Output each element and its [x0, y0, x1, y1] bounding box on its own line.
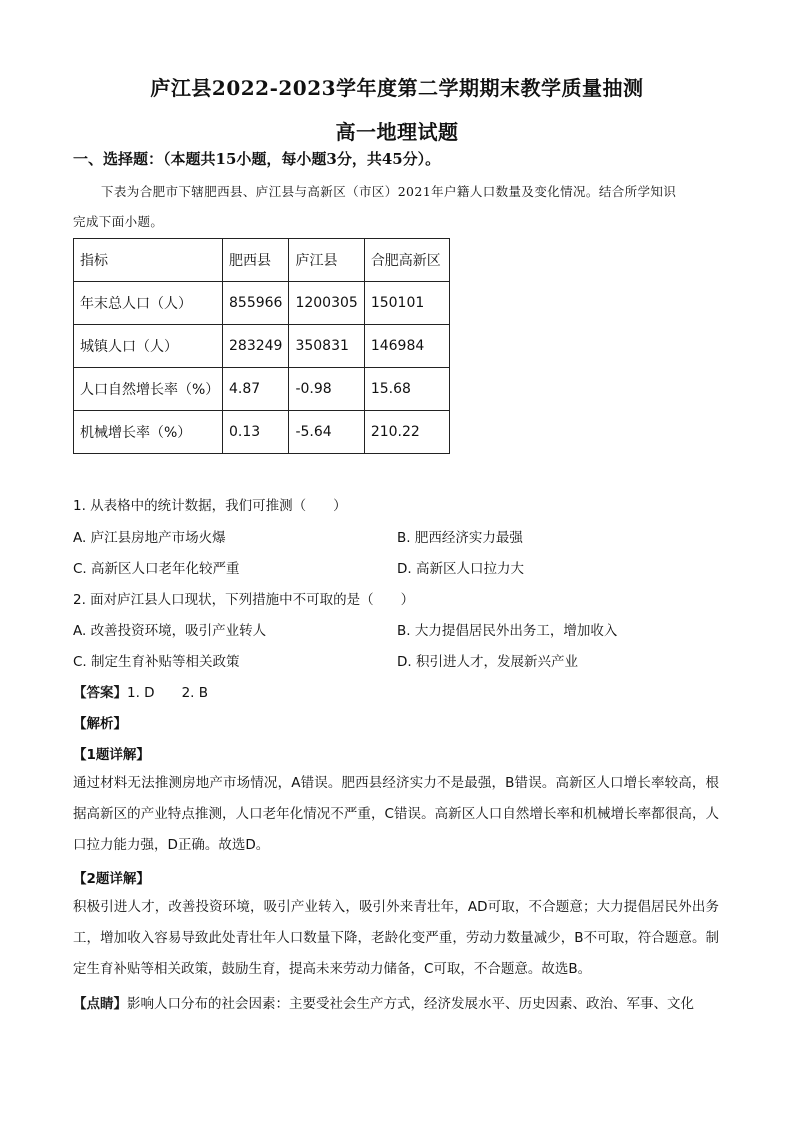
table-cell: 283249: [223, 325, 289, 368]
intro-line-2: 完成下面小题。: [73, 214, 164, 229]
question-1-option-c: C. 高新区人口老年化较严重: [73, 561, 240, 577]
table-cell: 年末总人口（人）: [74, 282, 223, 325]
section-heading: 一、选择题：（本题共15小题，每小题3分，共45分）。: [73, 150, 441, 168]
answer-label: 【答案】: [73, 685, 127, 701]
table-header-cell: 庐江县: [289, 239, 364, 282]
note-line: [73, 992, 694, 1012]
document-title: 庐江县2022-2023学年度第二学期期末教学质量抽测: [150, 76, 644, 100]
q1-detail-heading: 【1题详解】: [73, 747, 150, 763]
q1-detail-text: 通过材料无法推测房地产市场情况，A错误。肥西县经济实力不是最强，B错误。高新区人口增长率较高，根据高新区的产业特点推测，人口老年化情况不严重，C错误。高新区人口自然增长率和机械增长率都很高，人口拉力能力强，D正确。故选D。: [73, 775, 719, 853]
intro-line-1: 下表为合肥市下辖肥西县、庐江县与高新区（市区）2021年户籍人口数量及变化情况。结合所学知识: [101, 184, 677, 199]
table-cell: -0.98: [289, 368, 364, 411]
table-cell: 15.68: [364, 368, 449, 411]
question-2-option-d: D. 积引进人才，发展新兴产业: [397, 654, 578, 670]
question-2-option-b: B. 大力提倡居民外出务工，增加收入: [397, 623, 618, 639]
answer-line: [73, 681, 208, 701]
note-text: 影响人口分布的社会因素：主要受社会生产方式，经济发展水平、历史因素、政治、军事、文化: [127, 996, 694, 1012]
table-cell: 210.22: [364, 411, 449, 454]
table-cell: 机械增长率（%）: [74, 411, 223, 454]
note-label: 【点睛】: [73, 996, 127, 1012]
table-header-cell: 合肥高新区: [364, 239, 449, 282]
answer-text: 1. D 2. B: [127, 685, 208, 701]
question-1-option-a: A. 庐江县房地产市场火爆: [73, 530, 226, 546]
table-cell: -5.64: [289, 411, 364, 454]
question-2-stem: 2. 面对庐江县人口现状，下列措施中不可取的是（ ）: [73, 592, 415, 608]
table-row: [74, 282, 450, 325]
table-row: [74, 411, 450, 454]
question-1-option-b: B. 肥西经济实力最强: [397, 530, 523, 546]
table-cell: 1200305: [289, 282, 364, 325]
table-row: [74, 368, 450, 411]
table-cell: 城镇人口（人）: [74, 325, 223, 368]
table-cell: 146984: [364, 325, 449, 368]
table-header-row: [74, 239, 450, 282]
population-table: [73, 238, 450, 454]
analysis-label: 【解析】: [73, 716, 127, 732]
table-header-cell: 指标: [74, 239, 223, 282]
q2-detail-text: 积极引进人才，改善投资环境，吸引产业转入，吸引外来青壮年，AD可取，不合题意；大力提倡居民外出务工，增加收入容易导致此处青壮年人口数量下降，老龄化变严重，劳动力数量减少，B不可取，符合题意。制定生育补贴等相关政策，鼓励生育，提高未来劳动力储备，C可取，不合题意。故选B。: [73, 899, 719, 977]
table-cell: 人口自然增长率（%）: [74, 368, 223, 411]
document-subtitle: 高一地理试题: [335, 120, 459, 144]
table-cell: 0.13: [223, 411, 289, 454]
table-cell: 350831: [289, 325, 364, 368]
question-1-option-d: D. 高新区人口拉力大: [397, 561, 524, 577]
q2-detail-heading: 【2题详解】: [73, 871, 150, 887]
table-cell: 855966: [223, 282, 289, 325]
question-2-option-c: C. 制定生育补贴等相关政策: [73, 654, 240, 670]
table-cell: 4.87: [223, 368, 289, 411]
table-row: [74, 325, 450, 368]
table-cell: 150101: [364, 282, 449, 325]
question-1-stem: 1. 从表格中的统计数据，我们可推测（ ）: [73, 498, 347, 514]
question-2-option-a: A. 改善投资环境，吸引产业转人: [73, 623, 267, 639]
table-header-cell: 肥西县: [223, 239, 289, 282]
